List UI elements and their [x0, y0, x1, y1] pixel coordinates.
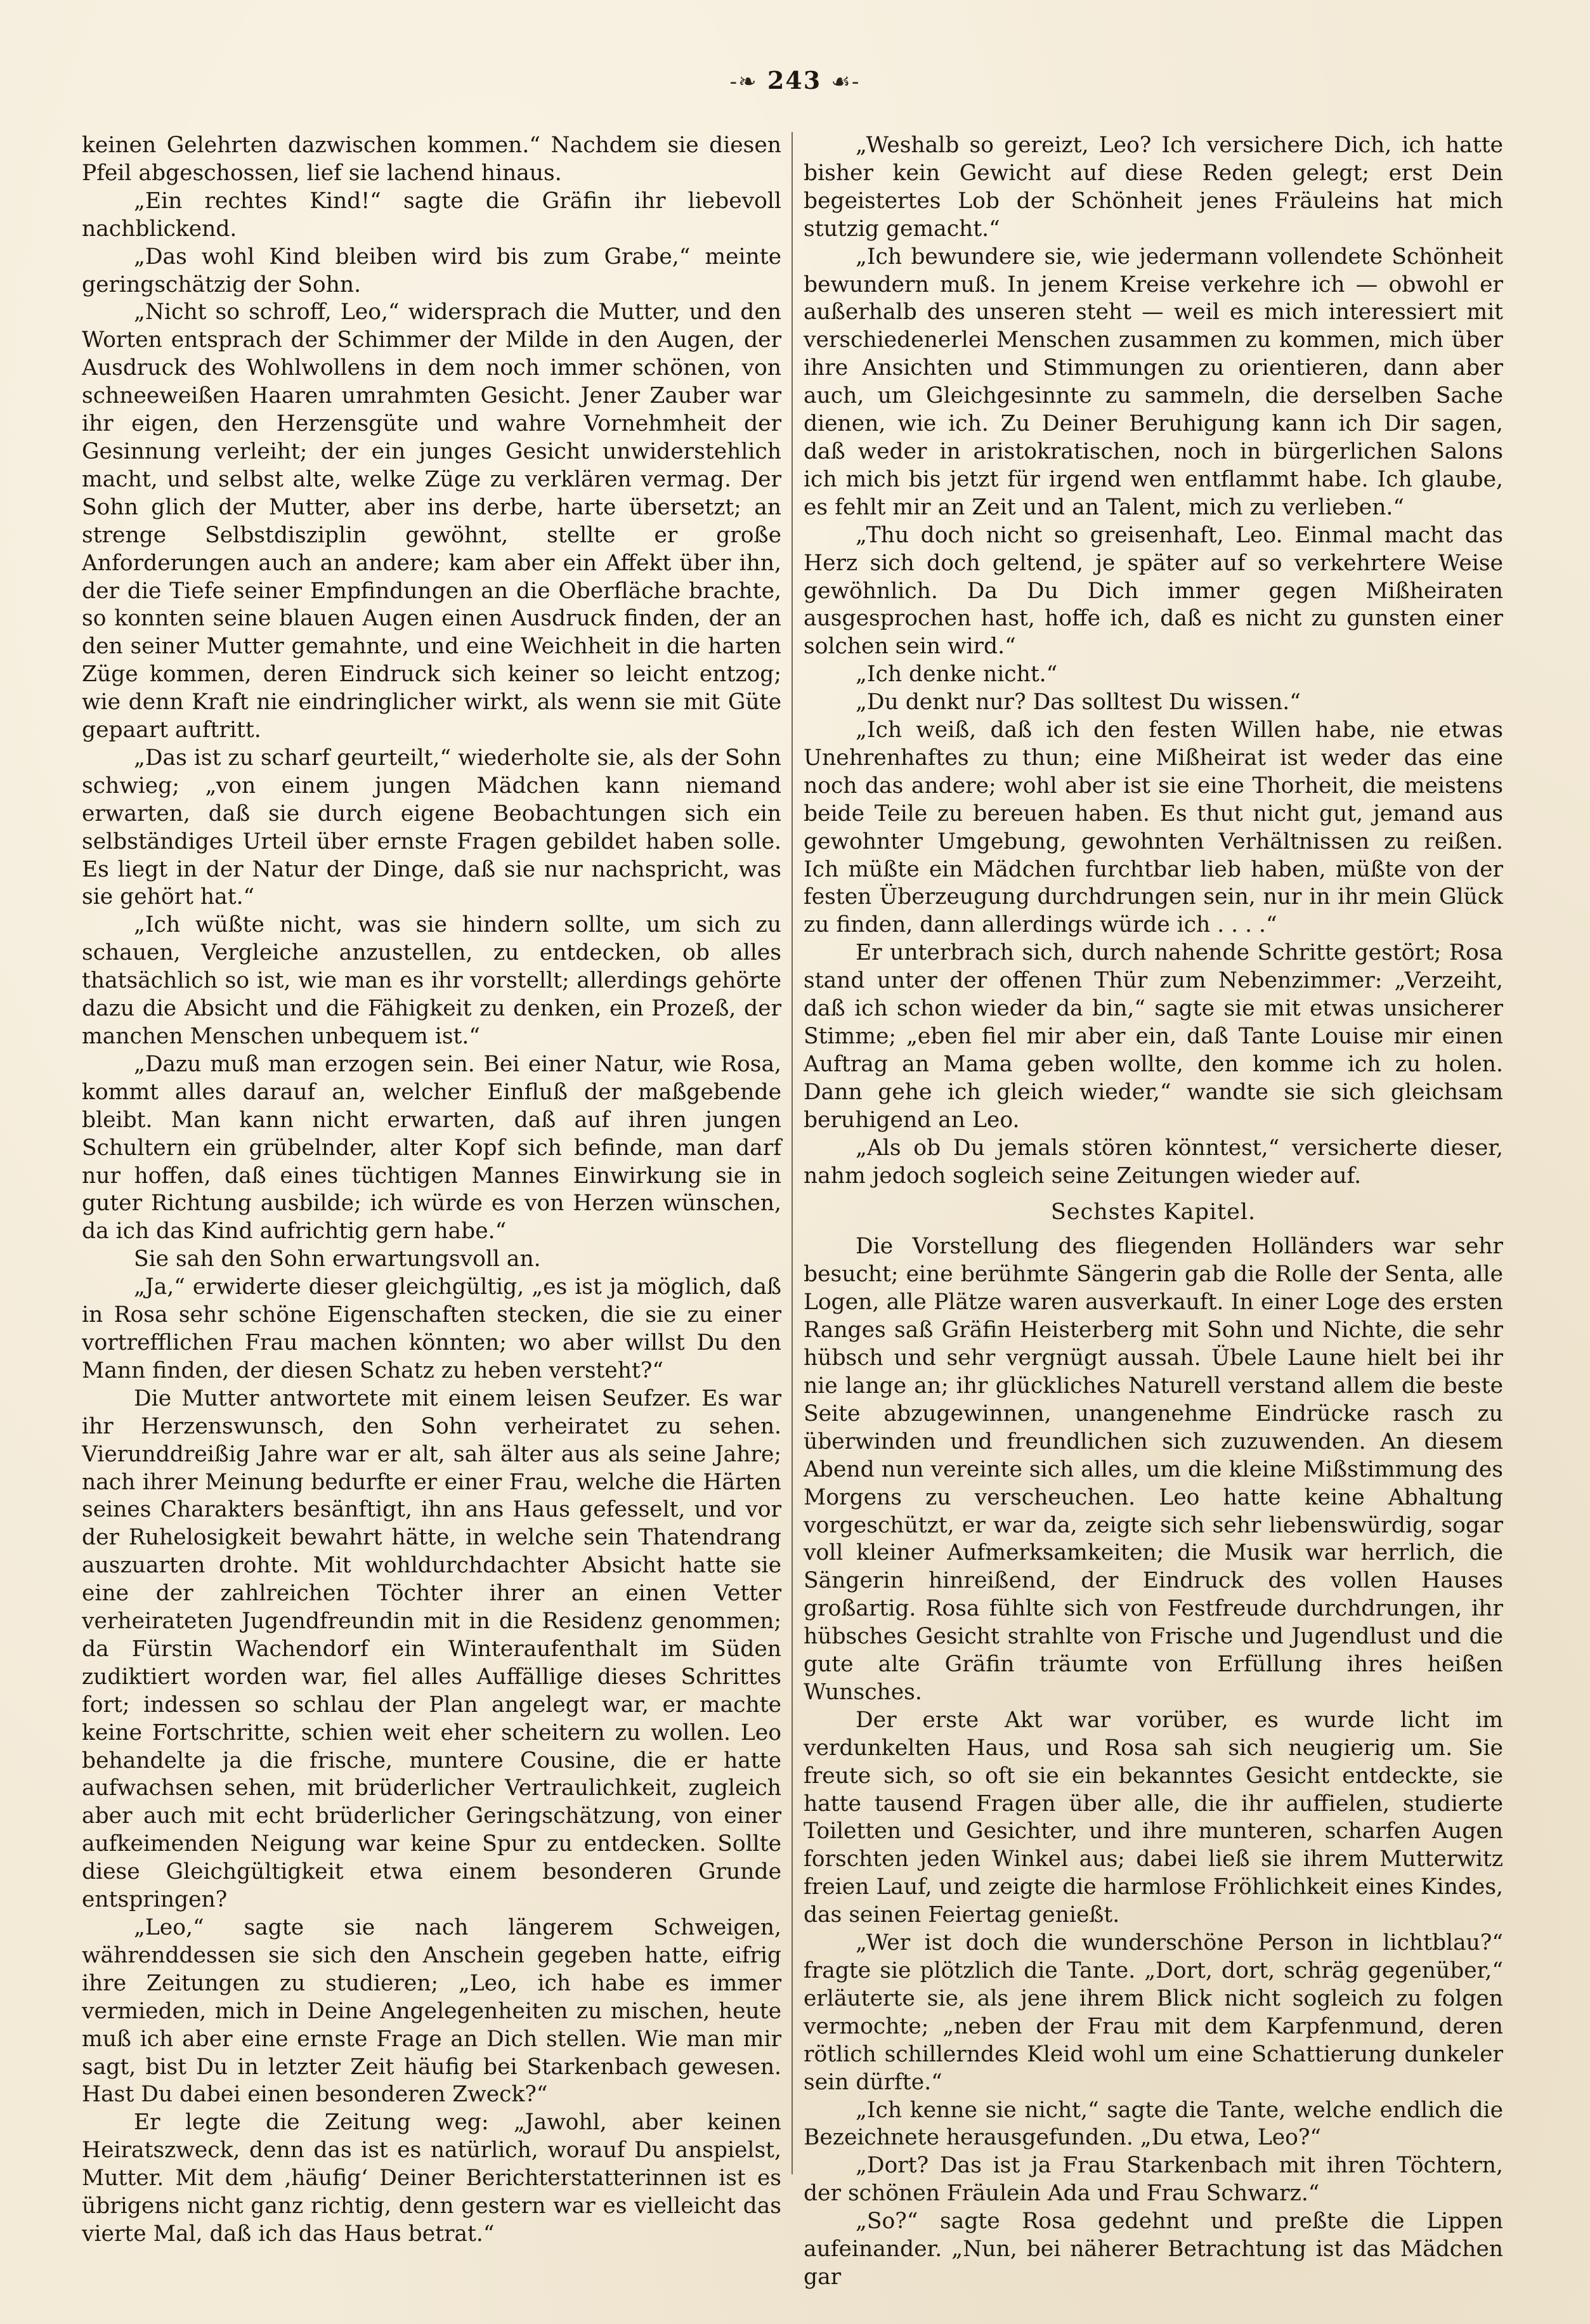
page-number: 243: [767, 66, 822, 95]
paragraph: „Das wohl Kind bleiben wird bis zum Grabe,“ meinte geringschätzig der Sohn.: [82, 244, 781, 297]
left-column: [82, 132, 781, 2249]
right-column: [804, 132, 1503, 2292]
paragraph: Er legte die Zeitung weg: „Jawohl, aber keinen Heiratszweck, denn das ist es natürlich, worauf Du anspielst, Mutter. Mit dem ‚häufig‘ Deiner Berichterstatterinnen ist es übrigens nicht ganz richtig, denn gestern war es vielleicht das vierte Mal, daß ich das Haus betrat.“: [82, 2110, 781, 2247]
paragraph: „Du denkt nur? Das solltest Du wissen.“: [856, 689, 1301, 715]
paragraph: „Ein rechtes Kind!“ sagte die Gräfin ihr liebevoll nachblickend.: [82, 188, 781, 242]
paragraph: „Als ob Du jemals stören könntest,“ versicherte dieser, nahm jedoch sogleich seine Zeitungen wieder auf.: [804, 1135, 1503, 1189]
paragraph: „Das ist zu scharf geurteilt,“ wiederholte sie, als der Sohn schwieg; „von einem jungen Mädchen kann niemand erwarten, daß sie durch eigene Beobachtungen sich ein selbständiges Urteil über ernste Fragen gebildet haben solle. Es liegt in der Natur der Dinge, daß sie nur nachspricht, was sie gehört hat.“: [82, 745, 781, 910]
paragraph: „Ich denke nicht.“: [856, 662, 1058, 688]
paragraph: keinen Gelehrten dazwischen kommen.“ Nachdem sie diesen Pfeil abgeschossen, lief sie lachend hinaus.: [82, 133, 781, 186]
paragraph: „Ich bewundere sie, wie jedermann vollendete Schönheit bewundern muß. In jenem Kreise verkehre ich — obwohl er außerhalb des unseren steht — weil es mich interessiert mit verschiedenerlei Menschen zusammen zu kommen, mich über ihre Ansichten und Stimmungen zu orientieren, dann aber auch, um Gleichgesinnte zu sammeln, die derselben Sache dienen, wie ich. Zu Deiner Beruhigung kann ich Dir sagen, daß weder in aristokratischen, noch in bürgerlichen Salons ich mich bis jetzt für irgend wen entflammt habe. Ich glaube, es fehlt mir an Zeit und an Talent, mich zu verlieben.“: [804, 244, 1503, 520]
paragraph: Er unterbrach sich, durch nahende Schritte gestört; Rosa stand unter der offenen Thür zum Nebenzimmer: „Verzeiht, daß ich schon wieder da bin,“ sagte sie mit etwas unsicherer Stimme; „eben fiel mir aber ein, daß Tante Louise mir einen Auftrag an Mama geben wollte, den komme ich zu holen. Dann gehe ich gleich wieder,“ wandte sie sich gleichsam beruhigend an Leo.: [804, 940, 1503, 1133]
paragraph: „Weshalb so gereizt, Leo? Ich versichere Dich, ich hatte bisher kein Gewicht auf diese Reden gelegt; erst Dein begeistertes Lob der Schönheit jenes Fräuleins hat mich stutzig gemacht.“: [804, 133, 1503, 242]
paragraph: „Thu doch nicht so greisenhaft, Leo. Einmal macht das Herz sich doch geltend, je später auf so verkehrtere Weise gewöhnlich. Da Du Dich immer gegen Mißheiraten ausgesprochen hast, hoffe ich, daß es nicht zu gunsten einer solchen sein wird.“: [804, 522, 1503, 660]
page-header: [0, 66, 1590, 95]
paragraph: Der erste Akt war vorüber, es wurde licht im verdunkelten Haus, und Rosa sah sich neugierig um. Sie freute sich, so oft sie ein bekanntes Gesicht entdeckte, sie hatte tausend Fragen über alle, die ihr auffielen, studierte Toiletten und Gesichter, und ihre munteren, scharfen Augen forschten jeden Winkel aus; dabei ließ sie ihrem Mutterwitz freien Lauf, und zeigte die harmlose Fröhlichkeit eines Kindes, das seinen Feiertag genießt.: [804, 1707, 1503, 1928]
paragraph: Die Mutter antwortete mit einem leisen Seufzer. Es war ihr Herzenswunsch, den Sohn verheiratet zu sehen. Vierunddreißig Jahre war er alt, sah älter aus als seine Jahre; nach ihrer Meinung bedurfte er einer Frau, welche die Härten seines Charakters besänftigt, ihn ans Haus gefesselt, und vor der Ruhelosigkeit bewahrt hätte, in welche sein Thatendrang auszuarten drohte. Mit wohldurchdachter Absicht hatte sie eine der zahlreichen Töchter ihrer an einen Vetter verheirateten Jugendfreundin mit in die Residenz genommen; da Fürstin Wachendorf ein Winteraufenthalt im Süden zudiktiert worden war, fiel alles Auffällige dieses Schrittes fort; indessen so schlau der Plan angelegt war, er machte keine Fortschritte, schien weit eher scheitern zu wollen. Leo behandelte ja die frische, muntere Cousine, die er hatte aufwachsen sehen, mit brüderlicher Vertraulichkeit, zugleich aber auch mit echt brüderlicher Geringschätzung, von einer aufkeimenden Neigung war keine Spur zu entdecken. Sollte diese Gleichgültigkeit etwa einem besonderen Grunde entspringen?: [82, 1385, 781, 1913]
ornament-left-icon: -❧: [729, 69, 758, 95]
paragraph: „Ja,“ erwiderte dieser gleichgültig, „es ist ja möglich, daß in Rosa sehr schöne Eigenschaften stecken, die sie zu einer vortrefflichen Frau machen könnten; wo aber willst Du den Mann finden, der diesen Schatz zu heben versteht?“: [82, 1274, 781, 1383]
paragraph: „Dazu muß man erzogen sein. Bei einer Natur, wie Rosa, kommt alles darauf an, welcher Einfluß der maßgebende bleibt. Man kann nicht erwarten, daß auf ihren jungen Schultern ein grübelnder, alter Kopf sich befinde, man darf nur hoffen, daß eines tüchtigen Mannes Einwirkung sie in guter Richtung ausbilde; ich würde es von Herzen wünschen, da ich das Kind aufrichtig gern habe.“: [82, 1051, 781, 1244]
paragraph: „Dort? Das ist ja Frau Starkenbach mit ihren Töchtern, der schönen Fräulein Ada und Frau Schwarz.“: [804, 2153, 1503, 2207]
paragraph: „Ich weiß, daß ich den festen Willen habe, nie etwas Unehrenhaftes zu thun; eine Mißheirat ist weder das eine noch das andere; wohl aber ist sie eine Thorheit, die meistens beide Teile zu bereuen haben. Es thut nicht gut, jemand aus gewohnter Umgebung, gewohnten Verhältnissen zu reißen. Ich müßte ein Mädchen furchtbar lieb haben, müßte von der festen Überzeugung durchdrungen sein, nur in ihr mein Glück zu finden, dann allerdings würde ich . . . .“: [804, 717, 1503, 938]
ornament-right-icon: ☙-: [831, 69, 861, 95]
paragraph: „Ich wüßte nicht, was sie hindern sollte, um sich zu schauen, Vergleiche anzustellen, zu entdecken, ob alles thatsächlich so ist, wie man es ihr vorstellt; allerdings gehörte dazu die Absicht und die Fähigkeit zu denken, ein Prozeß, der manchen Menschen unbequem ist.“: [82, 912, 781, 1049]
paragraph: Sie sah den Sohn erwartungsvoll an.: [134, 1246, 541, 1272]
paragraph: „Ich kenne sie nicht,“ sagte die Tante, welche endlich die Bezeichnete herausgefunden. „Du etwa, Leo?“: [804, 2097, 1503, 2151]
paragraph: „So?“ sagte Rosa gedehnt und preßte die Lippen aufeinander. „Nun, bei näherer Betrachtung ist das Mädchen gar: [804, 2209, 1503, 2290]
paragraph: „Leo,“ sagte sie nach längerem Schweigen, währenddessen sie sich den Anschein gegeben hatte, eifrig ihre Zeitungen zu studieren; „Leo, ich habe es immer vermieden, mich in Deine Angelegenheiten zu mischen, heute muß ich aber eine ernste Frage an Dich stellen. Wie man mir sagt, bist Du in letzter Zeit häufig bei Starkenbach gewesen. Hast Du dabei einen besonderen Zweck?“: [82, 1915, 781, 2108]
chapter-heading: Sechstes Kapitel.: [1050, 1199, 1256, 1225]
column-divider: [792, 132, 793, 2174]
paragraph: Die Vorstellung des fliegenden Holländers war sehr besucht; eine berühmte Sängerin gab die Rolle der Senta, alle Logen, alle Plätze waren ausverkauft. In einer Loge des ersten Ranges saß Gräfin Heisterberg mit Sohn und Nichte, die sehr hübsch und sehr vergnügt aussah. Übele Laune hielt bei ihr nie lange an; ihr glückliches Naturell verstand allem die beste Seite abzugewinnen, unangenehme Eindrücke rasch zu überwinden und freundlichen sich zuzuwenden. An diesem Abend nun vereinte sich alles, um die kleine Mißstimmung des Morgens zu verscheuchen. Leo hatte keine Abhaltung vorgeschützt, er war da, zeigte sich sehr liebenswürdig, sogar voll kleiner Aufmerksamkeiten; die Musik war herrlich, die Sängerin hinreißend, der Eindruck des vollen Hauses großartig. Rosa fühlte sich von Festfreude durchdrungen, ihr hübsches Gesicht strahlte von Frische und Jugendlust und die gute alte Gräfin träumte von Erfüllung ihres heißen Wunsches.: [804, 1234, 1503, 1705]
paragraph: „Wer ist doch die wunderschöne Person in lichtblau?“ fragte sie plötzlich die Tante. „Dort, dort, schräg gegenüber,“ erläuterte sie, als jene ihrem Blick nicht sogleich zu folgen vermochte; „neben der Frau mit dem Karpfenmund, deren rötlich schillerndes Kleid wohl um eine Schattierung dunkeler sein dürfte.“: [804, 1930, 1503, 2095]
paragraph: „Nicht so schroff, Leo,“ widersprach die Mutter, und den Worten entsprach der Schimmer der Milde in den Augen, der Ausdruck des Wohlwollens in dem noch immer schönen, von schneeweißen Haaren umrahmten Gesicht. Jener Zauber war ihr eigen, den Herzensgüte und wahre Vornehmheit der Gesinnung verleiht; der ein junges Gesicht unwiderstehlich macht, und selbst alte, welke Züge zu verklären vermag. Der Sohn glich der Mutter, aber ins derbe, harte übersetzt; an strenge Selbstdisziplin gewöhnt, stellte er große Anforderungen auch an andere; kam aber ein Affekt über ihn, der die Tiefe seiner Empfindungen an die Oberfläche brachte, so konnten seine blauen Augen einen Ausdruck finden, der an den seiner Mutter gemahnte, und eine Weichheit in die harten Züge kommen, deren Eindruck sich keiner so leicht entzog; wie denn Kraft nie eindringlicher wirkt, als wenn sie mit Güte gepaart auftritt.: [82, 299, 781, 743]
